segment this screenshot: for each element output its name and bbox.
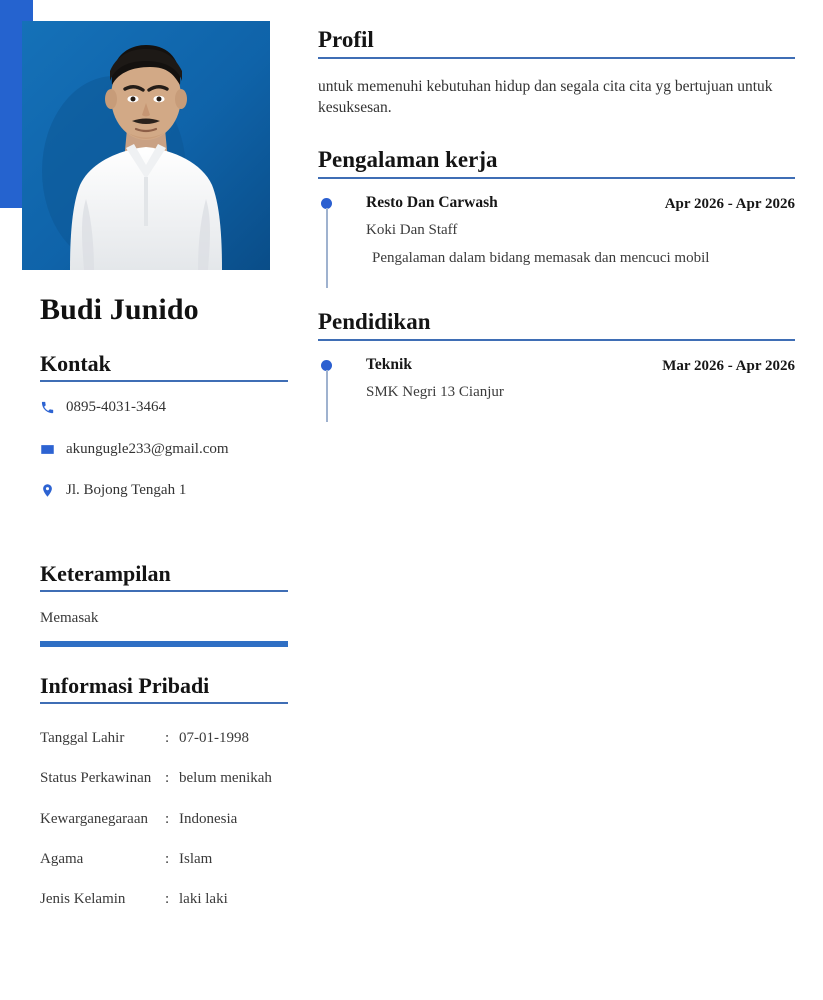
experience-description: Pengalaman dalam bidang memasak dan mencuci mobil [372,250,710,267]
skill-bar-track [40,641,288,647]
section-heading-kontak: Kontak [40,351,111,376]
left-column [0,0,300,1000]
section-rule-keterampilan [40,590,288,592]
info-separator: : [165,891,170,907]
section-pengalaman-kerja [318,148,795,268]
section-rule-profil [318,57,795,59]
skill-name: Memasak [40,610,99,627]
profile-summary-text: untuk memenuhi kebutuhan hidup dan segala cita cita yg bertujuan untuk kesuksesan. [318,78,773,117]
section-rule-informasi-pribadi [40,702,288,704]
page-title: Budi Junido [40,293,199,326]
info-value: belum menikah [179,770,272,787]
info-row-status-perkawinan [40,768,292,788]
section-keterampilan [40,562,288,647]
section-rule-pendidikan [318,339,795,341]
info-separator: : [165,730,170,746]
info-row-jenis-kelamin [40,889,292,909]
contact-list [40,398,292,523]
info-label: Jenis Kelamin [40,891,126,907]
education-entry [318,356,795,408]
experience-entry-header [366,194,795,213]
info-label: Status Perkawinan [40,770,152,787]
section-informasi-pribadi [40,674,288,704]
section-kontak [40,352,288,382]
timeline-line [326,370,328,422]
personal-info-table [40,728,292,929]
section-heading-pendidikan: Pendidikan [318,309,431,334]
section-rule-kontak [40,380,288,382]
experience-date-range: Apr 2026 - Apr 2026 [664,196,795,213]
experience-organization: Resto Dan Carwash [366,194,498,212]
envelope-icon [40,440,66,457]
section-heading-keterampilan: Keterampilan [40,561,171,586]
info-separator: : [165,850,170,867]
education-entry-header [366,356,795,375]
timeline-line [326,208,328,288]
education-program: Teknik [366,356,412,374]
experience-role: Koki Dan Staff [366,222,458,239]
info-separator: : [165,770,170,787]
education-date-range: Mar 2026 - Apr 2026 [662,358,795,375]
contact-address-value: Jl. Bojong Tengah 1 [66,482,187,498]
skill-bar-fill [40,641,288,647]
location-pin-icon [40,481,66,498]
phone-icon [40,398,66,415]
info-value: Indonesia [179,810,238,827]
section-heading-pengalaman-kerja: Pengalaman kerja [318,147,498,172]
section-pendidikan [318,310,795,408]
info-row-tanggal-lahir [40,728,292,748]
contact-item-phone[interactable] [40,398,292,418]
info-value: 07-01-1998 [179,730,249,746]
experience-entry [318,194,795,268]
info-value: laki laki [179,891,228,907]
contact-phone-value: 0895-4031-3464 [66,399,166,415]
info-label: Tanggal Lahir [40,730,125,746]
contact-item-address[interactable] [40,481,292,501]
contact-item-email[interactable] [40,440,292,460]
portrait-illustration [22,21,270,270]
profile-photo [22,21,270,270]
info-label: Agama [40,850,84,867]
education-institution: SMK Negri 13 Cianjur [366,384,504,401]
info-row-agama [40,849,292,869]
section-heading-informasi-pribadi: Informasi Pribadi [40,673,210,698]
contact-email-value: akungugle233@gmail.com [66,440,229,457]
info-label: Kewarganegaraan [40,810,148,827]
section-heading-profil: Profil [318,27,374,52]
section-profil [318,28,795,119]
right-column [310,0,813,1000]
section-rule-pengalaman-kerja [318,177,795,179]
info-row-kewarganegaraan [40,809,292,829]
info-value: Islam [179,850,213,867]
info-separator: : [165,810,170,827]
